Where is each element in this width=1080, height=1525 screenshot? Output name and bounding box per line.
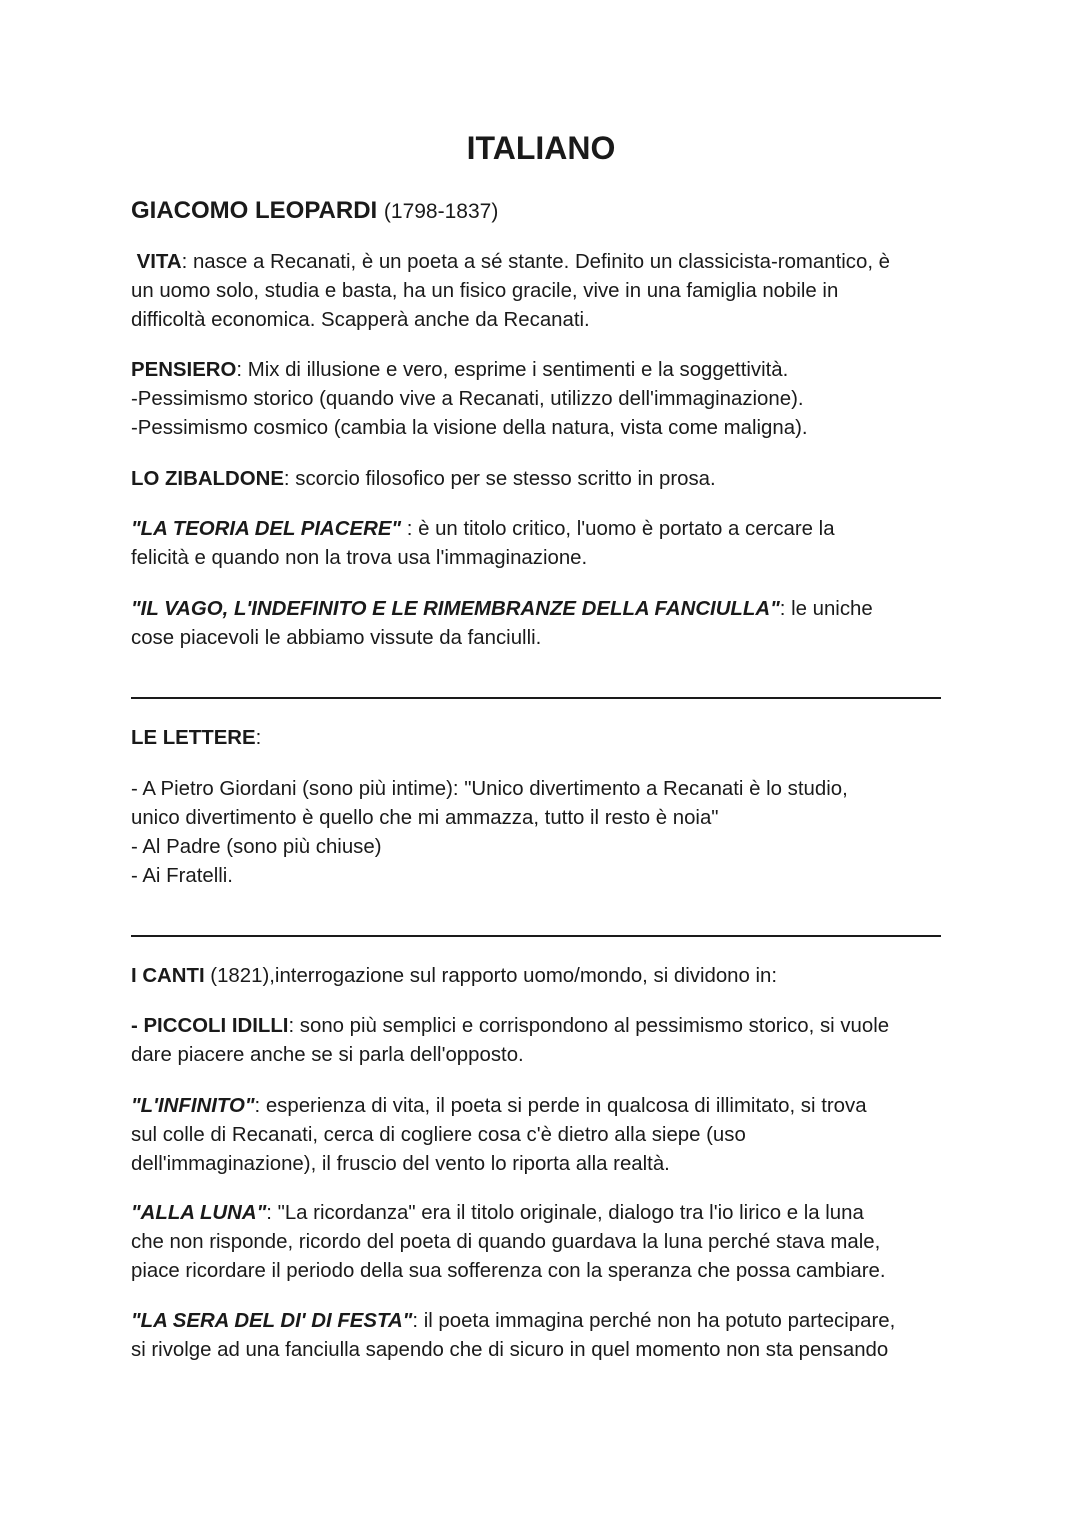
idilli-label: - PICCOLI IDILLI xyxy=(131,1015,289,1037)
canti-paragraph xyxy=(131,962,951,991)
lettere-line: - A Pietro Giordani (sono più intime): "Unico divertimento a Recanati è lo studio, xyxy=(131,778,848,800)
vago-line: : le uniche xyxy=(779,598,873,620)
author-heading xyxy=(131,194,498,229)
lettere-heading xyxy=(131,724,951,753)
vita-line: : nasce a Recanati, è un poeta a sé stante. Definito un classicista-romantico, è xyxy=(181,251,891,273)
zibaldone-label: LO ZIBALDONE xyxy=(131,468,284,490)
vago-paragraph xyxy=(131,595,951,653)
page-title: ITALIANO xyxy=(466,130,616,166)
lettere-line: - Ai Fratelli. xyxy=(131,865,233,887)
luna-line: : "La ricordanza" era il titolo originale, dialogo tra l'io lirico e la luna xyxy=(266,1202,864,1224)
luna-label: "ALLA LUNA" xyxy=(131,1202,267,1224)
vita-line: un uomo solo, studia e basta, ha un fisico gracile, vive in una famiglia nobile in xyxy=(131,280,839,302)
vago-line: cose piacevoli le abbiamo vissute da fanciulli. xyxy=(131,627,542,649)
canti-text: (1821),interrogazione sul rapporto uomo/mondo, si dividono in: xyxy=(204,965,778,987)
idilli-line: : sono più semplici e corrispondono al pessimismo storico, si vuole xyxy=(288,1015,890,1037)
luna-paragraph xyxy=(131,1199,951,1286)
luna-line: che non risponde, ricordo del poeta di quando guardava la luna perché stava male, xyxy=(131,1231,881,1253)
vita-line: difficoltà economica. Scapperà anche da Recanati. xyxy=(131,309,590,331)
lettere-line: unico divertimento è quello che mi ammazza, tutto il resto è noia" xyxy=(131,807,719,829)
vita-label: VITA xyxy=(136,251,182,273)
sera-paragraph xyxy=(131,1307,951,1365)
teoria-label: "LA TEORIA DEL PIACERE" xyxy=(131,518,402,540)
infinito-line: : esperienza di vita, il poeta si perde in qualcosa di illimitato, si trova xyxy=(254,1095,867,1117)
lettere-label: LE LETTERE xyxy=(131,727,256,749)
section-divider xyxy=(131,697,941,699)
lettere-colon: : xyxy=(255,727,262,749)
infinito-line: dell'immaginazione), il fruscio del vento lo riporta alla realtà. xyxy=(131,1153,670,1175)
author-name: GIACOMO LEOPARDI xyxy=(131,197,378,224)
teoria-line: : è un titolo critico, l'uomo è portato a cercare la xyxy=(401,518,835,540)
idilli-paragraph xyxy=(131,1012,951,1070)
teoria-paragraph xyxy=(131,515,951,573)
pensiero-line: -Pessimismo cosmico (cambia la visione della natura, vista come maligna). xyxy=(131,417,808,439)
idilli-line: dare piacere anche se si parla dell'opposto. xyxy=(131,1044,524,1066)
pensiero-label: PENSIERO xyxy=(131,359,237,381)
infinito-paragraph xyxy=(131,1092,951,1179)
sera-label: "LA SERA DEL DI' DI FESTA" xyxy=(131,1310,413,1332)
infinito-line: sul colle di Recanati, cerca di cogliere cosa c'è dietro alla siepe (uso xyxy=(131,1124,746,1146)
zibaldone-paragraph xyxy=(131,465,951,494)
zibaldone-text: : scorcio filosofico per se stesso scritto in prosa. xyxy=(283,468,716,490)
vago-label: "IL VAGO, L'INDEFINITO E LE RIMEMBRANZE DELLA FANCIULLA" xyxy=(131,598,780,620)
teoria-line: felicità e quando non la trova usa l'immaginazione. xyxy=(131,547,588,569)
sera-line: : il poeta immagina perché non ha potuto partecipare, xyxy=(412,1310,896,1332)
pensiero-line: : Mix di illusione e vero, esprime i sentimenti e la soggettività. xyxy=(236,359,789,381)
section-divider xyxy=(131,935,941,937)
pensiero-paragraph xyxy=(131,356,951,443)
lettere-line: - Al Padre (sono più chiuse) xyxy=(131,836,382,858)
infinito-label: "L'INFINITO" xyxy=(131,1095,255,1117)
author-years: (1798-1837) xyxy=(383,200,499,223)
luna-line: piace ricordare il periodo della sua sofferenza con la speranza che possa cambiare. xyxy=(131,1260,886,1282)
canti-label: I CANTI xyxy=(131,965,205,987)
pensiero-line: -Pessimismo storico (quando vive a Recanati, utilizzo dell'immaginazione). xyxy=(131,388,804,410)
sera-line: si rivolge ad una fanciulla sapendo che di sicuro in quel momento non sta pensando xyxy=(131,1339,889,1361)
lettere-list xyxy=(131,775,951,891)
vita-paragraph xyxy=(131,248,951,335)
